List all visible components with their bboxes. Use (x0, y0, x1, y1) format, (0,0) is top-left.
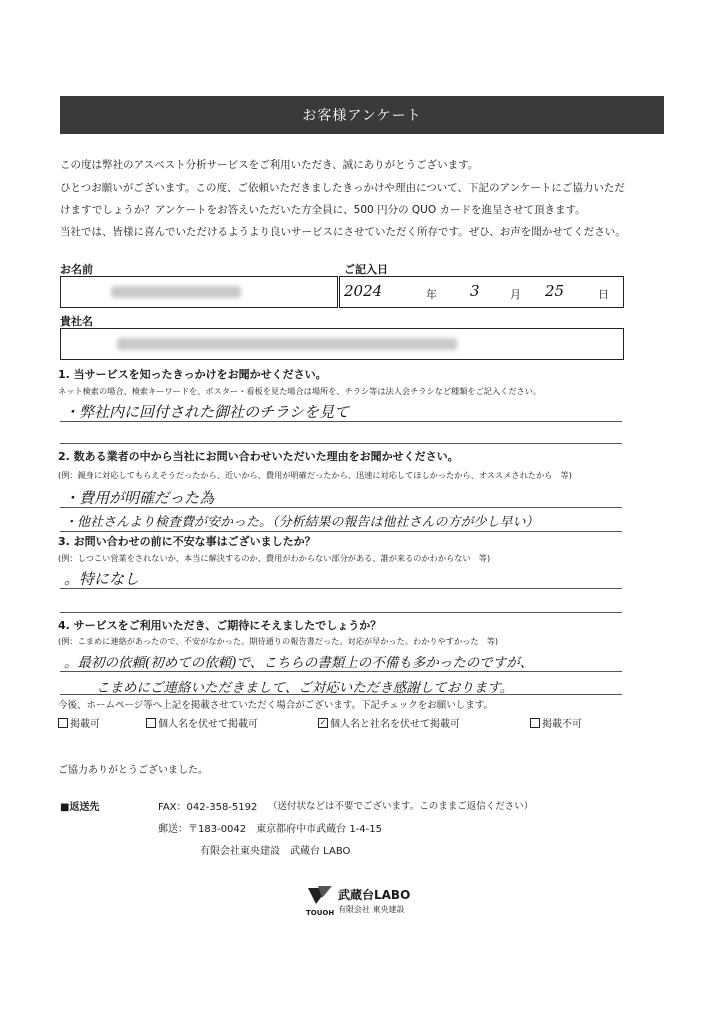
publish-option-allowed[interactable] (58, 715, 100, 730)
answer-line (60, 694, 622, 695)
publish-option-hide-name[interactable] (146, 715, 258, 730)
answer-line (60, 507, 622, 508)
question-3-hint: (例：しつこい営業をされないか、本当に解決するのか、費用がわからない部分がある、誰が来るのかわからない 等) (58, 553, 491, 563)
question-2-title: 2. 数ある業者の中から当社にお問い合わせいただいた理由をお聞かせください。 (58, 450, 459, 463)
date-field[interactable] (339, 276, 624, 308)
intro-line-1: この度は弊社のアスベスト分析サービスをご利用いただき、誠にありがとうございます。 (60, 159, 479, 171)
date-month: 3 (470, 282, 480, 300)
question-2-hint: (例：親身に対応してもらえそうだったから、近いから、費用が明確だったから、迅速に対応してほしかったから、オススメされたから 等) (58, 470, 572, 480)
company-field[interactable] (60, 328, 624, 360)
logo-sub: 有限会社 東央建設 (338, 905, 405, 914)
checkbox[interactable] (146, 718, 156, 728)
company-label: 貴社名 (60, 315, 93, 328)
checkbox[interactable]: ✓ (319, 717, 327, 727)
survey-title-banner (60, 96, 664, 134)
thanks-text: ご協力ありがとうございました。 (58, 765, 208, 776)
logo-brand: TOUOH (306, 909, 335, 917)
return-company: 有限会社東央建設 武蔵台 LABO (200, 846, 351, 857)
return-fax: FAX：042-358-5192 (158, 802, 258, 813)
intro-line-2: ひとつお願いがございます。この度、ご依頼いただきましたきっかけや理由について、下記のアンケートにご協力いただ (60, 182, 625, 194)
answer-line (60, 421, 622, 422)
option-label: 掲載不可 (542, 719, 582, 730)
option-label: 掲載可 (70, 719, 100, 730)
redacted-company (117, 338, 457, 350)
question-4-title: 4. サービスをご利用いただき、ご期待にそえましたでしょうか？ (58, 619, 382, 632)
answer-line (60, 671, 622, 672)
answer-2-line-2: ・他社さんより検査費が安かった。（分析結果の報告は他社さんの方が少し早い） (64, 515, 539, 530)
return-label: ■返送先 (60, 802, 100, 813)
question-3-title: 3. お問い合わせの前に不安な事はございましたか？ (58, 535, 316, 548)
redacted-name (111, 286, 241, 298)
answer-3-line-1: 。特になし (64, 570, 140, 588)
answer-4-line-2: こまめにご連絡いただきまして、ご対応いただき感謝しております。 (96, 680, 514, 696)
answer-2-line-1: ・費用が明確だった為 (64, 489, 215, 507)
date-day: 25 (545, 282, 565, 300)
survey-title: お客様アンケート (302, 108, 422, 124)
answer-line (60, 588, 622, 589)
date-year: 2024 (344, 282, 383, 300)
logo-name: 武蔵台LABO (338, 888, 411, 902)
intro-line-4: 当社では、皆様に喜んでいただけるようより良いサービスにさせていただく所存です。ぜひ、お声を聞かせてください。 (60, 226, 626, 238)
option-label: 個人名を伏せて掲載可 (158, 719, 258, 730)
date-label: ご記入日 (344, 263, 388, 276)
publish-option-not-allowed[interactable] (530, 715, 582, 730)
company-logo (304, 884, 444, 924)
option-label: 個人名と社名を伏せて掲載可 (330, 719, 460, 730)
checkbox[interactable] (58, 718, 68, 728)
answer-4-line-1: 。最初の依頼(初めての依頼)で、こちらの書類上の不備も多かったのですが、 (64, 655, 534, 671)
logo-mark-icon (304, 884, 334, 908)
month-unit: 月 (510, 288, 521, 301)
answer-1-line-1: ・弊社内に回付された御社のチラシを見て (64, 403, 350, 421)
day-unit: 日 (598, 288, 609, 301)
intro-line-3: けますでしょうか？アンケートをお答えいただいた方全員に、500 円分の QUO カードを進呈させて頂きます。 (60, 204, 586, 216)
checkbox[interactable] (530, 718, 540, 728)
answer-line (60, 443, 622, 444)
question-4-hint: (例：こまめに連絡があったので、不安がなかった。期待通りの報告書だった。対応が早かった。わかりやすかった 等) (58, 636, 499, 646)
return-mail: 郵送：〒183-0042 東京都府中市武蔵台 1-4-15 (158, 824, 382, 835)
name-label: お名前 (60, 263, 93, 276)
year-unit: 年 (426, 288, 437, 301)
name-field[interactable] (60, 276, 338, 308)
publish-prompt: 今後、ホームページ等へ上記を掲載させていただく場合がございます。下記チェックをお願いします。 (58, 700, 494, 711)
question-1-hint: ネット検索の場合、検索キーワードを、ポスター・看板を見た場合は場所を、チラシ等は法人会チラシなど種類をご記入ください。 (58, 386, 542, 396)
publish-option-hide-name-company[interactable] (318, 715, 460, 730)
answer-line (60, 612, 622, 613)
question-1-title: 1. 当サービスを知ったきっかけをお聞かせください。 (58, 368, 327, 381)
answer-line (60, 531, 622, 532)
return-fax-note: （送付状などは不要でございます。このままご返信ください） (268, 801, 534, 812)
